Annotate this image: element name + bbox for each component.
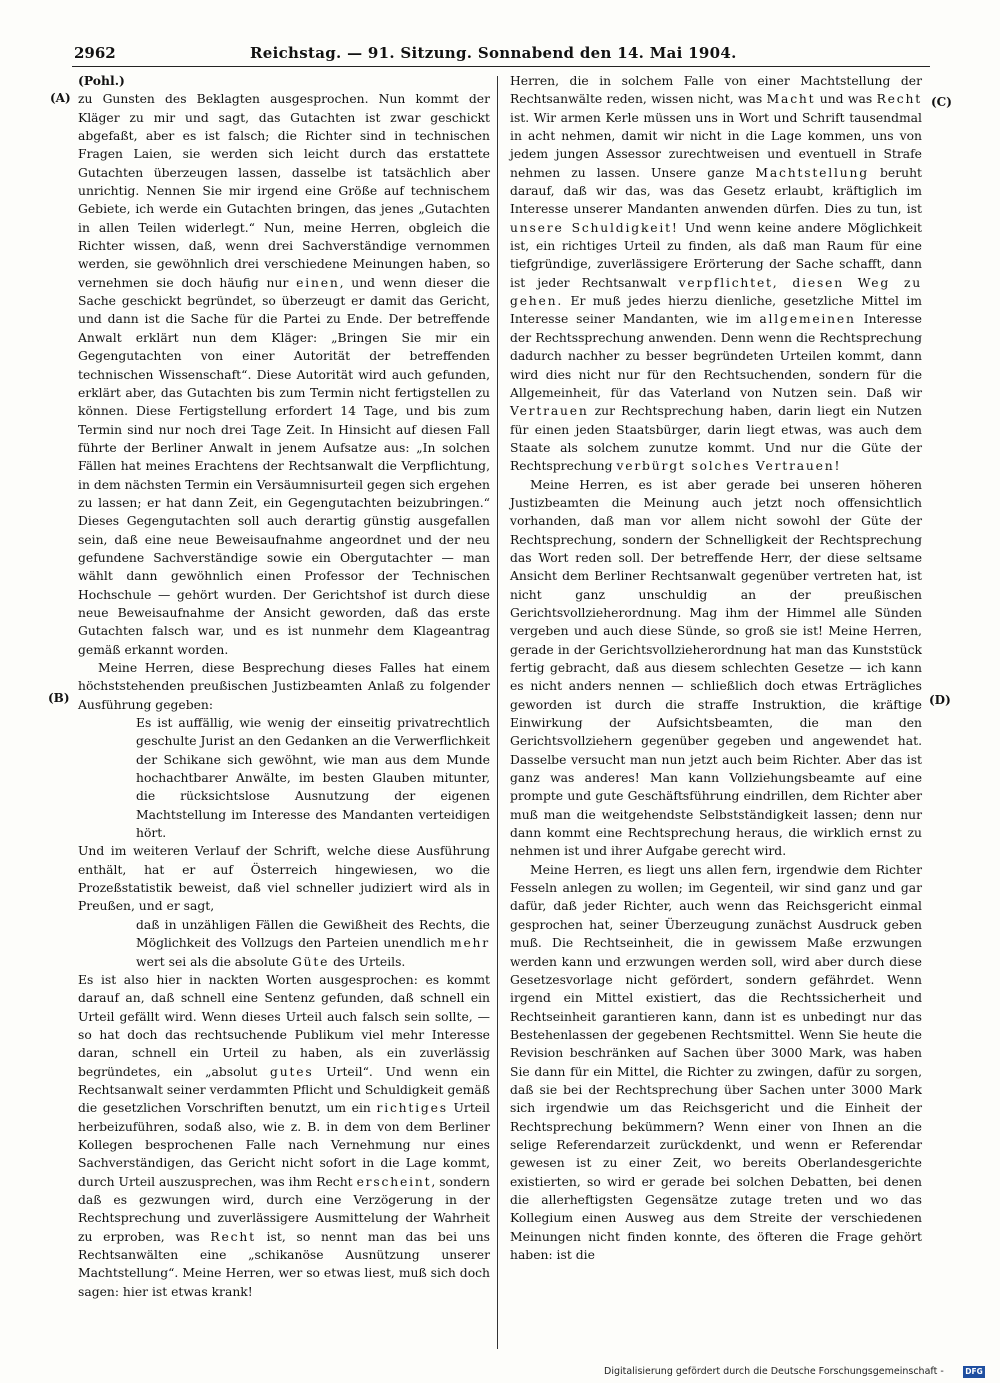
left-quote-1: Es ist auffällig, wie wenig der einseitig privatrechtlich geschulte Jurist an den Gedanken an die Verwerflichkeit der Schikane sich gewöhnt, wie man aus dem Munde hochachtbarer Anwälte, im besten Glauben mitunter, die rücksichtslose Ausnutzung der eigenen Machtstellung im Interesse des Mandanten verteidigen hört. <box>136 716 490 841</box>
margin-mark-a: (A) <box>50 91 71 105</box>
margin-mark-b: (B) <box>48 691 70 705</box>
header-rule <box>72 66 930 67</box>
right-paragraph-2: Meine Herren, es ist aber gerade bei unseren höheren Justizbeamten die Meinung auch jetzt noch offensichtlich vorhanden, daß man vor allem nicht sowohl der Güte der Rechtsprechung, sondern der Schnelligkeit der Rechtsprechung das Wort reden soll. Der betreffende Herr, der diese seltsame Ansicht dem Berliner Rechtsanwalt gegenüber vertreten hat, ist nicht ganz unschuldig an der preußischen Gerichtsvollzieherordnung. Mag ihm der Himmel alle Sünden vergeben und auch diese Sünde, so groß sie ist! Meine Herren, gerade in der Gerichtsvollzieherordnung hat man das Kunststück fertig gebracht, daß aus diesem schlechten Gesetze — ich kann es nicht anders nennen — schließlich doch etwas Erträgliches geworden ist durch die straffe Instruktion, die kräftige Einwirkung der Aufsichtsbeamten, die man den Gerichtsvollziehern gegenüber gegeben und angewendet hat. Dasselbe versucht man nun jetzt auch beim Richter. Aber das ist ganz was anderes! Man kann Vollziehungsbeamte auf eine prompte und gute Geschäftsführung eindrillen, dem Richter aber muß man die weitgehendste Selbstständigkeit lassen; denn nur dann kommt eine Rechtsprechung heraus, die wirklich ernst zu nehmen ist und ihrer Aufgabe gerecht wird. <box>510 477 922 859</box>
left-paragraph-1: zu Gunsten des Beklagten ausgesprochen. Nun kommt der Kläger zu mir und sagt, das Gutachten ist zwar geschickt abgefaßt, aber es ist falsch; die Richter sind in technischen Fragen Laien, sie werden sich leicht durch das erstattete Gutachten überzeugen lassen, dasselbe ist tatsächlich aber unrichtig. Nennen Sie mir irgend eine Größe auf technischem Gebiete, ich werde ein Gutachten bringen, das jenes „Gutachten in allen Teilen widerlegt.“ Nun, meine Herren, obgleich die Richter wissen, daß, wenn drei Sachverständige vernommen werden, sie gewöhnlich drei verschiedene Meinungen haben, so vernehmen sie doch häufig nur einen, und wenn dieser die Sache geschickt begründet, so überzeugt er damit das Gericht, und dann ist die Sache für die Partei zu Ende. Der betreffende Anwalt erklärt nun dem Kläger: „Bringen Sie mir ein Gegengutachten von einer Autorität der betreffenden technischen Wissenschaft“. Diese Autorität wird auch gefunden, erklärt aber, das Gutachten bis zum Termin nicht fertigstellen zu können. Diese Fertigstellung erfordert 14 Tage, und bis zum Termin sind nur noch drei Tage Zeit. In Hinsicht auf diesen Fall führte der Berliner Anwalt in jenem Aufsatze aus: „In solchen Fällen hat meines Erachtens der Rechtsanwalt die Verpflichtung, in dem nächsten Termin ein Versäumnisurteil gegen sich ergehen zu lassen; er hat dann Zeit, ein Gegengutachten beizubringen.“ Dieses Gegengutachten soll auch derartig günstig ausgefallen sein, daß eine neue Beweisaufnahme angeordnet und der neu gefundene Sachverständige sowie ein Obergutachter — man wählt dann gewöhnlich einen Professor der Technischen Hochschule — gehört wurden. Der Gerichtshof ist durch diese neue Beweisaufnahme der Ansicht geworden, daß das erste Gutachten falsch war, und es ist nunmehr dem Klageantrag gemäß erkannt worden. <box>78 92 490 657</box>
page-number: 2962 <box>74 44 116 62</box>
column-rule <box>497 76 498 1349</box>
digitization-credit: Digitalisierung gefördert durch die Deutsche Forschungsgemeinschaft - <box>604 1366 944 1377</box>
right-paragraph-1: Herren, die in solchem Falle von einer Machtstellung der Rechtsanwälte reden, wissen nicht, was Macht und was Recht ist. Wir armen Kerle müssen uns in Wort und Schrift tausendmal in acht nehmen, damit wir nicht in die Lage kommen, uns von jedem jungen Assessor zurechtweisen und eventuell in Strafe nehmen zu lassen. Unsere ganze Machtstellung beruht darauf, daß wir das, was das Gesetz erlaubt, kräftiglich im Interesse unserer Mandanten anwenden dürfen. Dies zu tun, ist unsere Schuldigkeit! Und wenn keine andere Möglichkeit ist, ein richtiges Urteil zu finden, als daß man Raum für eine tiefgründige, zuverlässigere Erörterung der Sache schafft, dann ist jeder Rechtsanwalt verpflichtet, diesen Weg zu gehen. Er muß jedes hierzu dienliche, gesetzliche Mittel im Interesse seiner Mandanten, wie im allgemeinen Interesse der Rechtssprechung anwenden. Denn wenn die Rechtsprechung dadurch nachher zu besser begründeten Urteilen kommt, dann wird dies nicht nur für den Rechtsuchenden, sondern für die Allgemeinheit, für das Vaterland von Nutzen sein. Daß wir Vertrauen zur Rechtsprechung haben, darin liegt ein Nutzen für einen jeden Staatsbürger, darin liegt etwas, was auch dem Staate als solchem zunutze kommt. Und nur die Güte der Rechtsprechung verbürgt solches Vertrauen! <box>510 74 922 474</box>
dfg-logo: DFG <box>963 1366 985 1378</box>
left-paragraph-3: Und im weiteren Verlauf der Schrift, welche diese Ausführung enthält, hat er auf Österreich hingewiesen, wo die Prozeßstatistik beweist, daß viel schneller judiziert wird als in Preußen, und er sagt, <box>78 844 490 914</box>
left-column <box>78 72 490 1301</box>
margin-mark-d: (D) <box>929 693 951 707</box>
left-paragraph-2: Meine Herren, diese Besprechung dieses Falles hat einem höchststehenden preußischen Justizbeamten Anlaß zu folgender Ausführung gegeben: <box>78 661 490 712</box>
margin-mark-c: (C) <box>931 95 952 109</box>
speaker-name: (Pohl.) <box>78 73 125 88</box>
left-paragraph-4: Es ist also hier in nackten Worten ausgesprochen: es kommt darauf an, daß schnell eine Sentenz gefunden, daß schnell ein Urteil gefällt wird. Wenn dieses Urteil auch falsch sein sollte, — so hat doch das rechtsuchende Publikum viel mehr Interesse daran, schnell ein Urteil zu haben, als ein zuverlässig begründetes, ein „absolut gutes Urteil“. Und wenn ein Rechtsanwalt seiner verdammten Pflicht und Schuldigkeit gemäß die gesetzlichen Vorschriften benutzt, um ein richtiges Urteil herbeizuführen, sodaß also, wie z. B. in dem von dem Berliner Kollegen besprochenen Falle nach Vernehmung nur eines Sachverständigen, das Gericht nicht sofort in die Lage kommt, durch Urteil auszusprechen, was ihm Recht erscheint, sondern daß es gezwungen wird, durch eine Verzögerung in der Rechtsprechung und zuverlässigere Ausmittelung der Wahrheit zu erproben, was Recht ist, so nennt man das bei uns Rechtsanwälten eine „schikanöse Ausnützung unserer Machtstellung“. Meine Herren, wer so etwas liest, muß sich doch sagen: hier ist etwas krank! <box>78 972 490 1299</box>
right-column <box>510 72 922 1264</box>
left-quote-2: daß in unzähligen Fällen die Gewißheit des Rechts, die Möglichkeit des Vollzugs den Parteien unendlich mehr wert sei als die absolute Güte des Urteils. <box>136 917 490 969</box>
running-head: Reichstag. — 91. Sitzung. Sonnabend den 14. Mai 1904. <box>250 44 737 62</box>
right-paragraph-3: Meine Herren, es liegt uns allen fern, irgendwie dem Richter Fesseln anlegen zu wollen; im Gegenteil, wir sind ganz und gar dafür, daß jeder Richter, auch wenn das Reichsgericht einmal gesprochen hat, seiner Überzeugung zunächst Ausdruck geben muß. Die Rechtseinheit, die in gewissem Maße erzwungen werden kann und erzwungen werden soll, wird aber durch diese Gesetzesvorlage nicht gefördert, sondern gefährdet. Wenn irgend ein Mittel existiert, das die Rechtssicherheit und Rechtseinheit garantieren kann, dann ist es unbedingt nur das Bestehenlassen der gegebenen Rechtsmittel. Wenn Sie heute die Revision beschränken auf Sachen über 3000 Mark, was haben Sie dann für ein Mittel, die Richter zu zwingen, dafür zu sorgen, daß sie bei der Rechtsprechung über Sachen unter 3000 Mark sich irgendwie um das Reichsgericht und die Einheit der Rechtsprechung bekümmern? Wenn einer von Ihnen an die selige Referendarzeit zurückdenkt, und wenn er Referendar gewesen ist zu einer Zeit, wo bereits Oberlandesgerichte existierten, so wird er gerade bei solchen Debatten, bei denen die allerheftigsten Gegensätze zutage treten und wo das Kollegium einen Ausweg aus dem Streite der verschiedenen Meinungen nicht finden konnte, des öfteren die Frage gehört haben: ist die <box>510 862 922 1262</box>
